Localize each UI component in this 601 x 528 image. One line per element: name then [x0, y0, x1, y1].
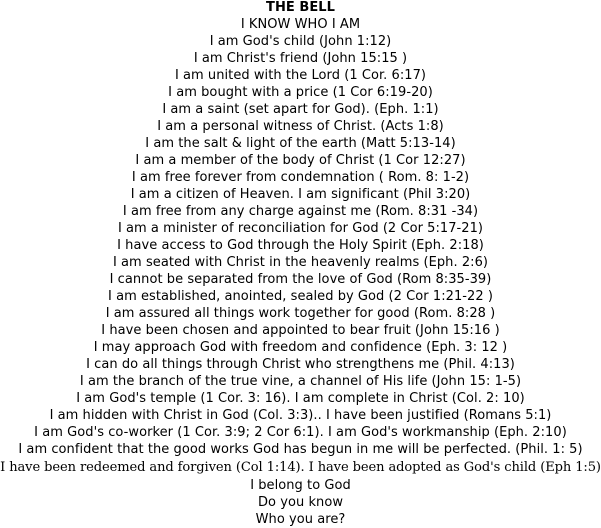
poem-line: I am seated with Christ in the heavenly realms (Eph. 2:6) — [112, 255, 489, 270]
poem-line: I am free forever from condemnation ( Rom. 8: 1-2) — [131, 170, 470, 185]
poem-line: I am God's child (John 1:12) — [209, 34, 392, 49]
poem-line: I may approach God with freedom and confidence (Eph. 3: 12 ) — [93, 340, 508, 355]
poem-line: I am Christ's friend (John 15:15 ) — [193, 51, 408, 66]
poem-line: I have been chosen and appointed to bear fruit (John 15:16 ) — [101, 323, 500, 338]
poem-line: I KNOW WHO I AM — [240, 17, 361, 32]
poem-line: I am hidden with Christ in God (Col. 3:3).. I have been justified (Romans 5:1) — [49, 408, 552, 423]
poem-line: I am a minister of reconciliation for God (2 Cor 5:17-21) — [117, 221, 484, 236]
poem-line: I am the branch of the true vine, a channel of His life (John 15: 1-5) — [79, 374, 522, 389]
poem-line: I am God's co-worker (1 Cor. 3:9; 2 Cor 6:1). I am God's workmanship (Eph. 2:10) — [34, 425, 567, 440]
poem-line: I am the salt & light of the earth (Matt 5:13-14) — [145, 136, 456, 151]
poem-line: I am united with the Lord (1 Cor. 6:17) — [174, 68, 427, 83]
poem-line: I can do all things through Christ who strengthens me (Phil. 4:13) — [86, 357, 515, 372]
poem-line: I am established, anointed, sealed by God (2 Cor 1:21-22 ) — [108, 289, 493, 304]
poem-line: I am a saint (set apart for God). (Eph. 1:1) — [162, 102, 439, 117]
poem-line: I am God's temple (1 Cor. 3: 16). I am complete in Christ (Col. 2: 10) — [76, 391, 525, 406]
poem-line: I am free from any charge against me (Rom. 8:31 -34) — [122, 204, 479, 219]
poem-line: I have access to God through the Holy Spirit (Eph. 2:18) — [117, 238, 484, 253]
poem-line: I am assured all things work together for good (Rom. 8:28 ) — [105, 306, 496, 321]
poem-line: Who you are? — [255, 512, 346, 527]
poem-title: THE BELL — [266, 0, 335, 15]
poem-line: I belong to God — [250, 478, 351, 493]
poem-line: I am bought with a price (1 Cor 6:19-20) — [168, 85, 433, 100]
poem-line: I cannot be separated from the love of God (Rom 8:35-39) — [109, 272, 492, 287]
poem-line: I am a member of the body of Christ (1 Cor 12:27) — [135, 153, 466, 168]
poem-line: I am a citizen of Heaven. I am significant (Phil 3:20) — [130, 187, 471, 202]
poem-line: I am a personal witness of Christ. (Acts 1:8) — [157, 119, 444, 134]
poem-line: I have been redeemed and forgiven (Col 1:14). I have been adopted as God's child (Eph 1:5) — [0, 460, 601, 475]
poem-line: I am confident that the good works God has begun in me will be perfected. (Phil. 1: 5) — [18, 442, 583, 457]
poem-line: Do you know — [257, 495, 344, 510]
